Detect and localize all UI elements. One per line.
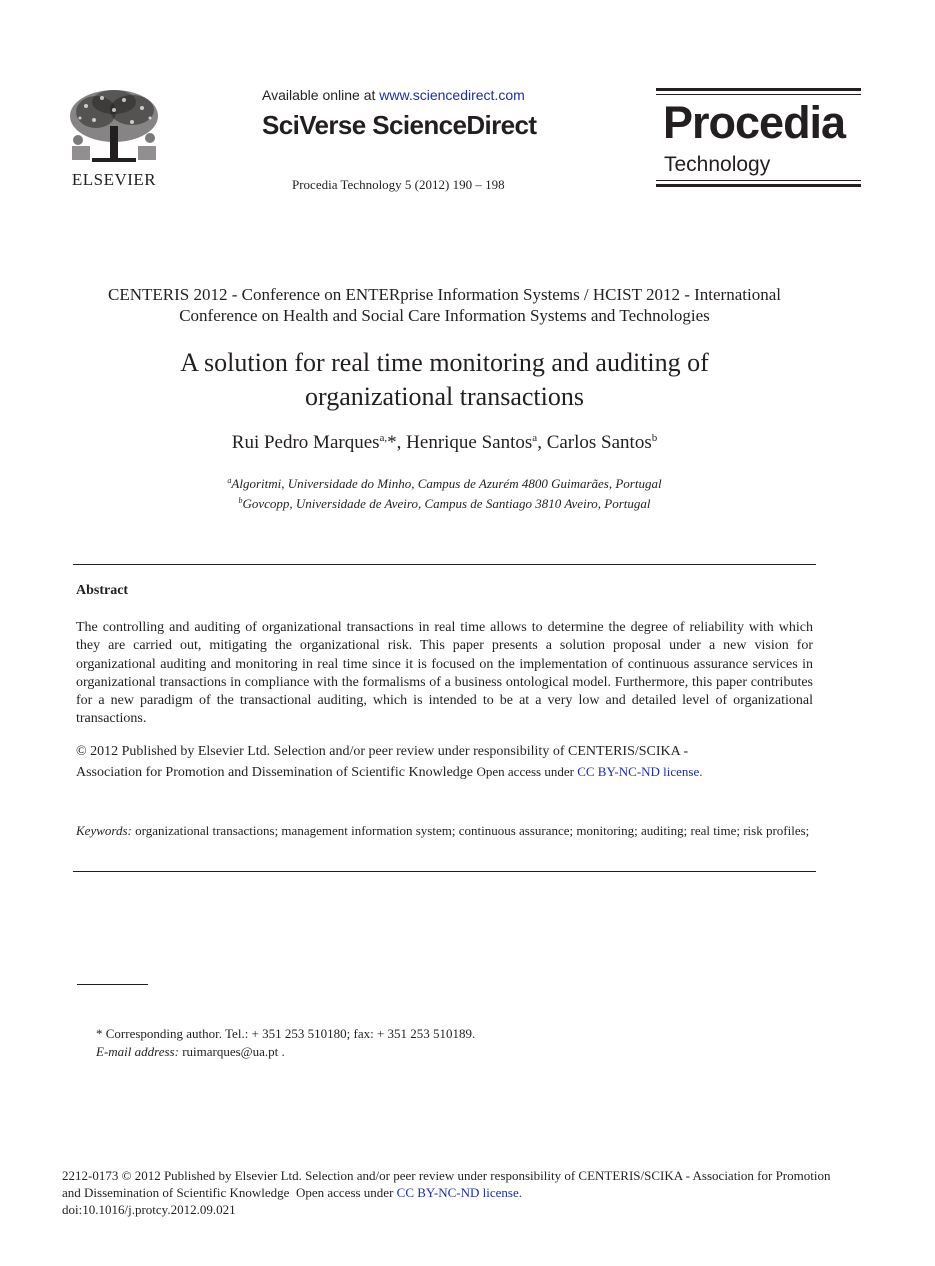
paper-title <box>0 346 889 414</box>
abstract-body: The controlling and auditing of organizational transactions in real time allows to determine the degree of reliability with which they are carried out, mitigating the organizational risk. This paper presents a solution proposal under a new vision for organizational auditing and monitoring in real time since it is focused on the implementation of continuous assurance services in organizational transactions in compliance with the formalisms of a business ontological model. Furthermore, this paper contributes for a new paradigm of the transactional auditing, which is intended to be at a very low and detailed level of organizational transactions. <box>76 620 813 727</box>
corresponding-author-footnote <box>96 1025 475 1061</box>
abstract-bottom-divider <box>73 871 816 872</box>
sciencedirect-link[interactable]: www.sciencedirect.com <box>379 87 525 103</box>
abstract-heading: Abstract <box>76 583 129 598</box>
email-line <box>96 1043 475 1061</box>
issn-copyright-line-1: 2212-0173 © 2012 Published by Elsevier Ltd. Selection and/or peer review under responsibility of CENTERIS/SCIKA - Association for Promotion <box>62 1168 831 1183</box>
author-name: Carlos Santos <box>546 432 652 453</box>
title-line-2: organizational transactions <box>305 382 584 411</box>
author-name: Henrique Santos <box>406 432 533 453</box>
abstract-copyright <box>76 742 836 783</box>
conference-line-2: Conference on Health and Social Care Information Systems and Technologies <box>179 306 710 325</box>
author-list <box>0 432 889 454</box>
journal-reference: Procedia Technology 5 (2012) 190 – 198 <box>292 177 505 192</box>
copyright-line-2: Association for Promotion and Dissemination of Scientific Knowledge <box>76 765 473 780</box>
license-link[interactable]: CC BY-NC-ND license <box>577 764 700 779</box>
keywords-label: Keywords: <box>76 823 132 838</box>
affiliation-mark: b <box>238 496 243 505</box>
available-online-line <box>262 87 525 103</box>
corresponding-author-contact: * Corresponding author. Tel.: + 351 253 510180; fax: + 351 253 510189. <box>96 1026 476 1041</box>
author-separator: , <box>537 432 547 453</box>
license-period: . <box>518 1185 522 1200</box>
conference-line-1: CENTERIS 2012 - Conference on ENTERprise Information Systems / HCIST 2012 - International <box>108 285 781 304</box>
affiliation-text: Algoritmi, Universidade do Minho, Campus de Azurém 4800 Guimarães, Portugal <box>231 476 662 491</box>
bottom-issn-copyright <box>62 1167 862 1218</box>
available-online-label: Available online at <box>262 87 380 103</box>
elsevier-wordmark: ELSEVIER <box>71 170 157 189</box>
conference-name <box>0 284 889 326</box>
copyright-line-2-wrap <box>76 762 836 783</box>
affiliation-item <box>0 492 889 512</box>
author-affiliation-mark: b <box>651 432 658 444</box>
author-affiliation-mark: a <box>532 432 538 444</box>
open-access-label: Open access under <box>476 764 578 779</box>
title-line-1: A solution for real time monitoring and auditing of <box>180 348 709 377</box>
open-access-label: Open access under <box>295 1185 397 1200</box>
issn-copyright-line-2-wrap <box>62 1184 862 1201</box>
copyright-line-1: © 2012 Published by Elsevier Ltd. Selection and/or peer review under responsibility of CENTERIS/SCIKA - <box>76 744 689 759</box>
issn-copyright-line-2: and Dissemination of Scientific Knowledge <box>62 1185 290 1200</box>
license-period: . <box>699 764 703 779</box>
sciverse-sciencedirect-logo: SciVerse ScienceDirect <box>262 110 537 140</box>
affiliation-item <box>0 472 889 492</box>
keywords-text: organizational transactions; management information system; continuous assurance; monitoring; auditing; real time; risk profiles; <box>131 823 810 838</box>
affiliation-mark: a <box>227 476 232 485</box>
email-address[interactable]: ruimarques@ua.pt . <box>178 1044 285 1059</box>
abstract-top-divider <box>73 564 816 565</box>
keywords <box>76 822 813 839</box>
author-separator: , <box>396 432 407 453</box>
procedia-journal-logo: Procedia <box>663 97 846 148</box>
procedia-journal-subtitle: Technology <box>664 153 771 176</box>
affiliation-list <box>0 472 889 512</box>
license-link[interactable]: CC BY-NC-ND license <box>396 1185 519 1200</box>
author-affiliation-mark: a, <box>379 432 388 444</box>
doi[interactable]: doi:10.1016/j.protcy.2012.09.021 <box>62 1202 236 1217</box>
corresponding-author-mark: * <box>387 432 397 453</box>
author-name: Rui Pedro Marques <box>231 432 380 453</box>
email-label: E-mail address: <box>96 1044 179 1059</box>
footnote-divider <box>77 984 148 985</box>
affiliation-text: Govcopp, Universidade de Aveiro, Campus de Santiago 3810 Aveiro, Portugal <box>242 496 651 511</box>
